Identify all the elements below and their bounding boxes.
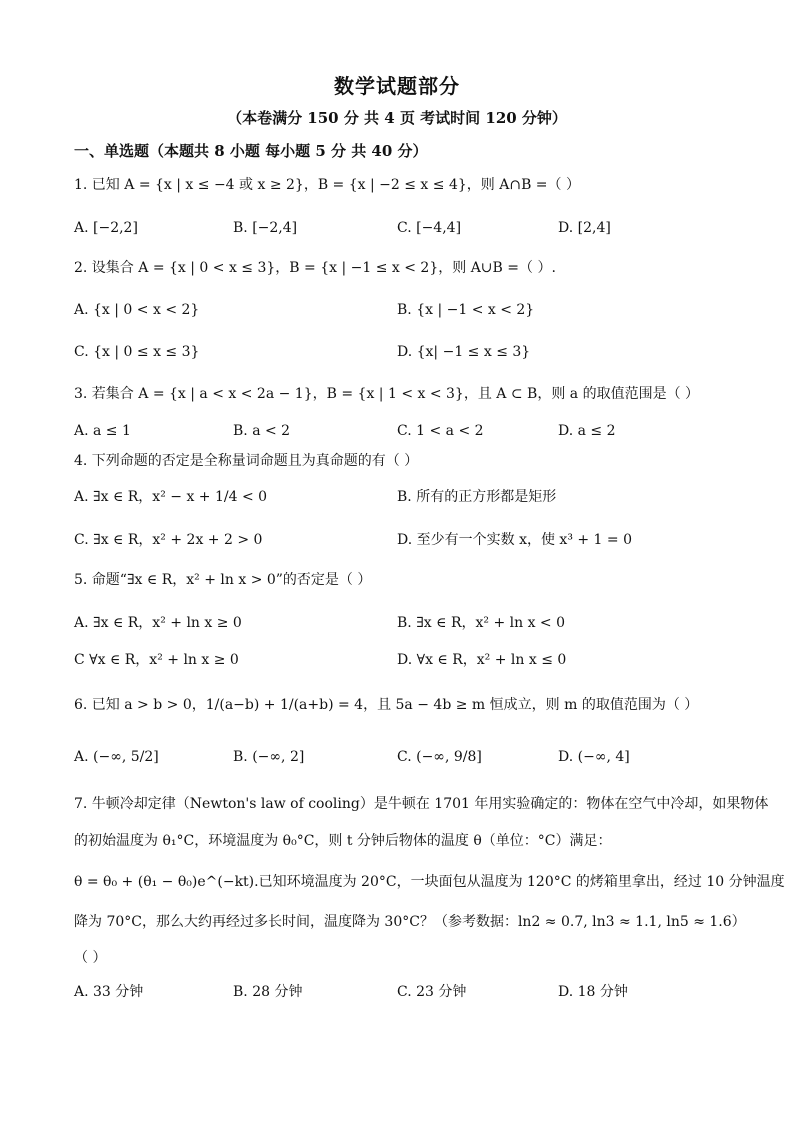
page-title: 数学试题部分 <box>334 74 460 98</box>
section-heading: 一、单选题（本题共 8 小题 每小题 5 分 共 40 分） <box>74 142 428 160</box>
question-3-option-b: B. a < 2 <box>233 423 291 439</box>
question-2-option-a: A. {x | 0 < x < 2} <box>74 302 200 318</box>
question-7-stem-line-3: θ = θ₀ + (θ₁ − θ₀)e^(−kt).已知环境温度为 20°C，一块面包从温度为 120°C 的烤箱里拿出，经过 10 分钟温度 <box>74 874 785 890</box>
question-2-stem: 2. 设集合 A = {x | 0 < x ≤ 3}，B = {x | −1 ≤ x < 2}，则 A∪B =（ ）. <box>74 260 556 276</box>
question-2-option-c: C. {x | 0 ≤ x ≤ 3} <box>74 344 200 360</box>
question-6-option-d: D. (−∞, 4] <box>558 749 630 765</box>
question-5-option-c: C ∀x ∈ R，x² + ln x ≥ 0 <box>74 652 239 668</box>
question-4-option-c: C. ∃x ∈ R，x² + 2x + 2 > 0 <box>74 532 263 548</box>
question-7-option-c: C. 23 分钟 <box>397 984 467 1000</box>
question-2-option-d: D. {x| −1 ≤ x ≤ 3} <box>397 344 531 360</box>
question-4-option-d: D. 至少有一个实数 x，使 x³ + 1 = 0 <box>397 532 633 548</box>
question-2-option-b: B. {x | −1 < x < 2} <box>397 302 535 318</box>
question-4-option-b: B. 所有的正方形都是矩形 <box>397 489 557 505</box>
question-6-stem: 6. 已知 a > b > 0，1/(a−b) + 1/(a+b) = 4，且 5a − 4b ≥ m 恒成立，则 m 的取值范围为（ ） <box>74 697 699 713</box>
question-3-option-a: A. a ≤ 1 <box>74 423 131 439</box>
question-4-option-a: A. ∃x ∈ R，x² − x + 1/4 < 0 <box>74 489 268 505</box>
question-1-option-a: A. [−2,2] <box>74 220 138 236</box>
question-5-option-d: D. ∀x ∈ R，x² + ln x ≤ 0 <box>397 652 567 668</box>
question-1-option-b: B. [−2,4] <box>233 220 298 236</box>
question-7-stem-line-4: 降为 70°C，那么大约再经过多长时间，温度降为 30°C？（参考数据：ln2 ≈ 0.7, ln3 ≈ 1.1, ln5 ≈ 1.6） <box>74 914 746 930</box>
question-1-stem: 1. 已知 A = {x | x ≤ −4 或 x ≥ 2}，B = {x | −2 ≤ x ≤ 4}，则 A∩B =（ ） <box>74 177 580 193</box>
question-7-stem-line-2: 的初始温度为 θ₁°C，环境温度为 θ₀°C，则 t 分钟后物体的温度 θ（单位：°C）满足： <box>74 833 612 849</box>
question-7-option-b: B. 28 分钟 <box>233 984 303 1000</box>
question-6-option-b: B. (−∞, 2] <box>233 749 305 765</box>
question-1-option-d: D. [2,4] <box>558 220 611 236</box>
question-6-option-c: C. (−∞, 9/8] <box>397 749 482 765</box>
question-3-option-c: C. 1 < a < 2 <box>397 423 484 439</box>
question-7-option-a: A. 33 分钟 <box>74 984 144 1000</box>
question-5-option-b: B. ∃x ∈ R，x² + ln x < 0 <box>397 615 565 631</box>
question-6-option-a: A. (−∞, 5/2] <box>74 749 159 765</box>
question-7-stem-line-1: 7. 牛顿冷却定律（Newton's law of cooling）是牛顿在 1701 年用实验确定的：物体在空气中冷却，如果物体 <box>74 796 769 812</box>
page-subtitle: （本卷满分 150 分 共 4 页 考试时间 120 分钟） <box>227 109 567 127</box>
question-5-stem: 5. 命题“∃x ∈ R，x² + ln x > 0”的否定是（ ） <box>74 572 372 588</box>
question-7-option-d: D. 18 分钟 <box>558 984 628 1000</box>
question-5-option-a: A. ∃x ∈ R，x² + ln x ≥ 0 <box>74 615 242 631</box>
question-4-stem: 4. 下列命题的否定是全称量词命题且为真命题的有（ ） <box>74 453 419 469</box>
question-3-option-d: D. a ≤ 2 <box>558 423 616 439</box>
question-3-stem: 3. 若集合 A = {x | a < x < 2a − 1}，B = {x | 1 < x < 3}，且 A ⊂ B，则 a 的取值范围是（ ） <box>74 386 700 402</box>
question-1-option-c: C. [−4,4] <box>397 220 462 236</box>
question-7-stem-line-5: （ ） <box>74 950 107 966</box>
